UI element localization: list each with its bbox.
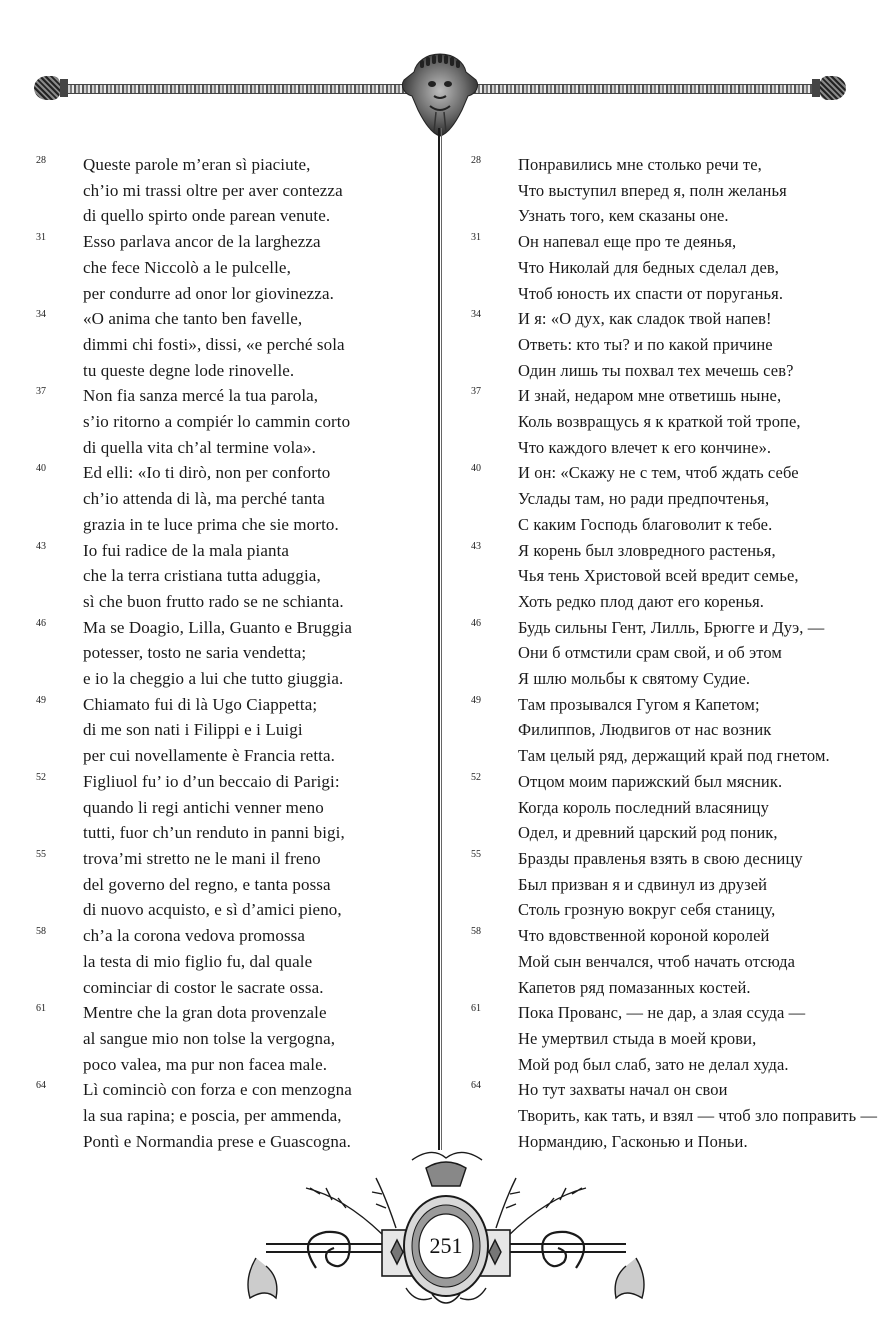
verse-number: 46 xyxy=(36,617,46,629)
verse-line: Figliuol fu’ io d’un beccaio di Parigi: xyxy=(83,771,340,791)
verse-number: 28 xyxy=(36,155,46,166)
verse-line: Чтоб юность их спасти от поруганья. xyxy=(518,283,784,303)
verse-line: Услады там, но ради предпочтенья, xyxy=(518,489,770,509)
verse-line: Pontì e Normandia prese e Guascogna. xyxy=(83,1131,351,1151)
top-ornament xyxy=(34,60,846,140)
verse-line: Хоть редко плод дают его коренья. xyxy=(518,591,765,611)
verse-line: Мой сын венчался, чтоб начать отсюда xyxy=(518,951,796,971)
verse-line: Мой род был слаб, зато не делал худа. xyxy=(518,1054,789,1074)
column-divider xyxy=(438,128,440,1150)
verse-line: Они б отмстили срам свой, и об этом xyxy=(518,643,782,663)
verse-line: Но тут захваты начал он свои xyxy=(518,1080,728,1100)
verse-line: С каким Господь благоволит к тебе. xyxy=(518,514,773,534)
verse-line: dimmi chi fosti», dissi, «e perché sola xyxy=(83,334,345,354)
verse-line: di quella vita ch’al termine vola». xyxy=(83,437,316,457)
verse-line: potesser, tosto ne saria vendetta; xyxy=(83,643,307,663)
verse-line: Ed elli: «Io ti dirò, non per conforto xyxy=(83,463,331,483)
verse-line: Творить, как тать, и взял — чтоб зло поправить — xyxy=(518,1106,878,1126)
italian-column xyxy=(36,152,431,1154)
verse-line: Что вдовственной короной королей xyxy=(518,926,770,946)
tercet xyxy=(471,615,861,692)
verse-number: 55 xyxy=(471,848,481,860)
verse-line: Lì cominciò con forza e con menzogna xyxy=(83,1080,352,1100)
tercet xyxy=(471,538,861,615)
verse-line: Один лишь ты похвал тех мечешь сев? xyxy=(518,360,794,380)
verse-line: quando li regi antichi venner meno xyxy=(83,797,324,817)
verse-line: Queste parole m’eran sì piaciute, xyxy=(83,155,311,174)
verse-line: Что выступил вперед я, полн желанья xyxy=(518,180,787,200)
verse-line: tu queste degne lode rinovelle. xyxy=(83,360,295,380)
verse-line: ch’a la corona vedova promossa xyxy=(83,926,306,946)
verse-line: Ответь: кто ты? и по какой причине xyxy=(518,334,773,354)
verse-number: 43 xyxy=(36,540,46,552)
verse-line: del governo del regno, e tanta possa xyxy=(83,874,331,894)
verse-number: 31 xyxy=(36,232,46,244)
tercet xyxy=(36,692,431,769)
verse-line: s’io ritorno a compiér lo cammin corto xyxy=(83,412,351,432)
page-number: 251 xyxy=(429,1233,463,1258)
verse-number: 37 xyxy=(471,386,481,398)
verse-line: poco valea, ma pur non facea male. xyxy=(83,1054,328,1074)
verse-line: Нормандию, Гасконью и Поньи. xyxy=(518,1131,748,1151)
russian-column xyxy=(471,152,878,1154)
verse-line: sì che buon frutto rado se ne schianta. xyxy=(83,591,344,611)
tercet xyxy=(36,615,431,692)
verse-line: Когда король последний власяницу xyxy=(518,797,769,817)
verse-line: al sangue mio non tolse la vergogna, xyxy=(83,1028,336,1048)
verse-line: И он: «Скажу не с тем, чтоб ждать себе xyxy=(518,463,799,483)
verse-line: Не умертвил стыда в моей крови, xyxy=(518,1028,757,1048)
verse-line: Что каждого влечет к его кончине». xyxy=(518,437,772,457)
verse-line: e io la cheggio a lui che tutto giuggia. xyxy=(83,669,344,689)
verse-line: Он напевал еще про те деянья, xyxy=(518,232,737,252)
verse-line: ch’io attenda di là, ma perché tanta xyxy=(83,489,325,509)
verse-line: Столь грозную вокруг себя станицу, xyxy=(518,900,776,920)
verse-number: 40 xyxy=(471,463,481,475)
verse-number: 64 xyxy=(471,1080,481,1092)
finial-right-icon xyxy=(810,74,846,102)
tercet xyxy=(471,383,861,460)
verse-number: 37 xyxy=(36,386,46,398)
verse-number: 40 xyxy=(36,463,46,475)
tercet xyxy=(36,460,431,537)
verse-number: 61 xyxy=(36,1003,46,1015)
verse-line: Mentre che la gran dota provenzale xyxy=(83,1003,327,1023)
verse-number: 58 xyxy=(471,926,481,938)
verse-line: Chiamato fui di là Ugo Ciappetta; xyxy=(83,694,318,714)
verse-number: 58 xyxy=(36,926,46,938)
verse-line: che fece Niccolò a le pulcelle, xyxy=(83,257,291,277)
verse-line: Бразды правленья взять в свою десницу xyxy=(518,848,803,868)
tercet xyxy=(36,306,431,383)
verse-number: 52 xyxy=(36,771,46,783)
tercet xyxy=(36,1000,431,1077)
tercet xyxy=(471,152,861,229)
verse-line: Коль возвращусь я к краткой той тропе, xyxy=(518,412,801,432)
verse-line: di nuovo acquisto, e sì d’amici pieno, xyxy=(83,900,342,920)
tercet xyxy=(36,538,431,615)
verse-line: la testa di mio figlio fu, dal quale xyxy=(83,951,313,971)
verse-number: 28 xyxy=(471,155,481,166)
verse-line: Пока Прованс, — не дар, а злая ссуда — xyxy=(518,1003,806,1023)
verse-line: Там прозывался Гугом я Капетом; xyxy=(518,694,760,714)
tercet xyxy=(471,460,861,537)
verse-line: Там целый ряд, держащий край под гнетом. xyxy=(518,746,830,766)
tercet xyxy=(36,383,431,460)
verse-number: 49 xyxy=(36,694,46,706)
verse-number: 52 xyxy=(471,771,481,783)
verse-number: 34 xyxy=(471,309,481,321)
verse-line: Io fui radice de la mala pianta xyxy=(83,540,290,560)
tercet xyxy=(471,692,861,769)
tercet xyxy=(36,1077,431,1154)
verse-number: 43 xyxy=(471,540,481,552)
verse-line: Чья тень Христовой всей вредит семье, xyxy=(518,566,799,586)
verse-line: И знай, недаром мне ответишь ныне, xyxy=(518,386,782,406)
verse-line: Понравились мне столько речи те, xyxy=(518,155,762,174)
verse-line: di me son nati i Filippi e i Luigi xyxy=(83,720,303,740)
verse-number: 31 xyxy=(471,232,481,244)
verse-number: 64 xyxy=(36,1080,46,1092)
tercet xyxy=(471,1077,878,1154)
tercet xyxy=(36,923,431,1000)
verse-line: Я шлю мольбы к святому Судие. xyxy=(518,669,751,689)
verse-line: cominciar di costor le sacrate ossa. xyxy=(83,977,324,997)
verse-line: «O anima che tanto ben favelle, xyxy=(83,309,303,329)
verse-line: la sua rapina; e poscia, per ammenda, xyxy=(83,1106,342,1126)
tercet xyxy=(471,229,861,306)
tercet xyxy=(36,152,431,229)
tercet xyxy=(36,229,431,306)
verse-line: Ma se Doagio, Lilla, Guanto e Bruggia xyxy=(83,617,353,637)
verse-line: Я корень был зловредного растенья, xyxy=(518,540,776,560)
tercet xyxy=(471,306,861,383)
verse-line: Non fia sanza mercé la tua parola, xyxy=(83,386,319,406)
lion-mask-icon xyxy=(396,52,484,138)
tercet xyxy=(471,923,861,1000)
verse-number: 46 xyxy=(471,617,481,629)
verse-line: tutti, fuor ch’un renduto in panni bigi, xyxy=(83,823,345,843)
verse-number: 49 xyxy=(471,694,481,706)
verse-number: 61 xyxy=(471,1003,481,1015)
verse-line: di quello spirto onde parean venute. xyxy=(83,206,331,226)
verse-line: che la terra cristiana tutta aduggia, xyxy=(83,566,321,586)
verse-line: grazia in te luce prima che sie morto. xyxy=(83,514,339,534)
bottom-ornament xyxy=(236,1148,656,1318)
verse-line: Будь сильны Гент, Лилль, Брюгге и Дуэ, — xyxy=(518,617,825,637)
verse-line: per condurre ad onor lor giovinezza. xyxy=(83,283,334,303)
verse-number: 55 xyxy=(36,848,46,860)
verse-line: Филиппов, Людвигов от нас возник xyxy=(518,720,772,740)
verse-line: ch’io mi trassi oltre per aver contezza xyxy=(83,180,343,200)
tercet xyxy=(471,769,861,846)
verse-line: Капетов ряд помазанных костей. xyxy=(518,977,751,997)
verse-line: Был призван я и сдвинул из друзей xyxy=(518,874,768,894)
verse-line: Одел, и древний царский род поник, xyxy=(518,823,778,843)
verse-line: Узнать того, кем сказаны оне. xyxy=(518,206,729,226)
verse-line: Что Николай для бедных сделал дев, xyxy=(518,257,780,277)
verse-line: per cui novellamente è Francia retta. xyxy=(83,746,335,766)
tercet xyxy=(471,846,861,923)
verse-line: Отцом моим парижский был мясник. xyxy=(518,771,783,791)
verse-number: 34 xyxy=(36,309,46,321)
tercet xyxy=(471,1000,861,1077)
verse-line: И я: «О дух, как сладок твой напев! xyxy=(518,309,772,329)
tercet xyxy=(36,846,431,923)
verse-line: trova’mi stretto ne le mani il freno xyxy=(83,848,321,868)
tercet xyxy=(36,769,431,846)
finial-left-icon xyxy=(34,74,70,102)
verse-line: Esso parlava ancor de la larghezza xyxy=(83,232,321,252)
